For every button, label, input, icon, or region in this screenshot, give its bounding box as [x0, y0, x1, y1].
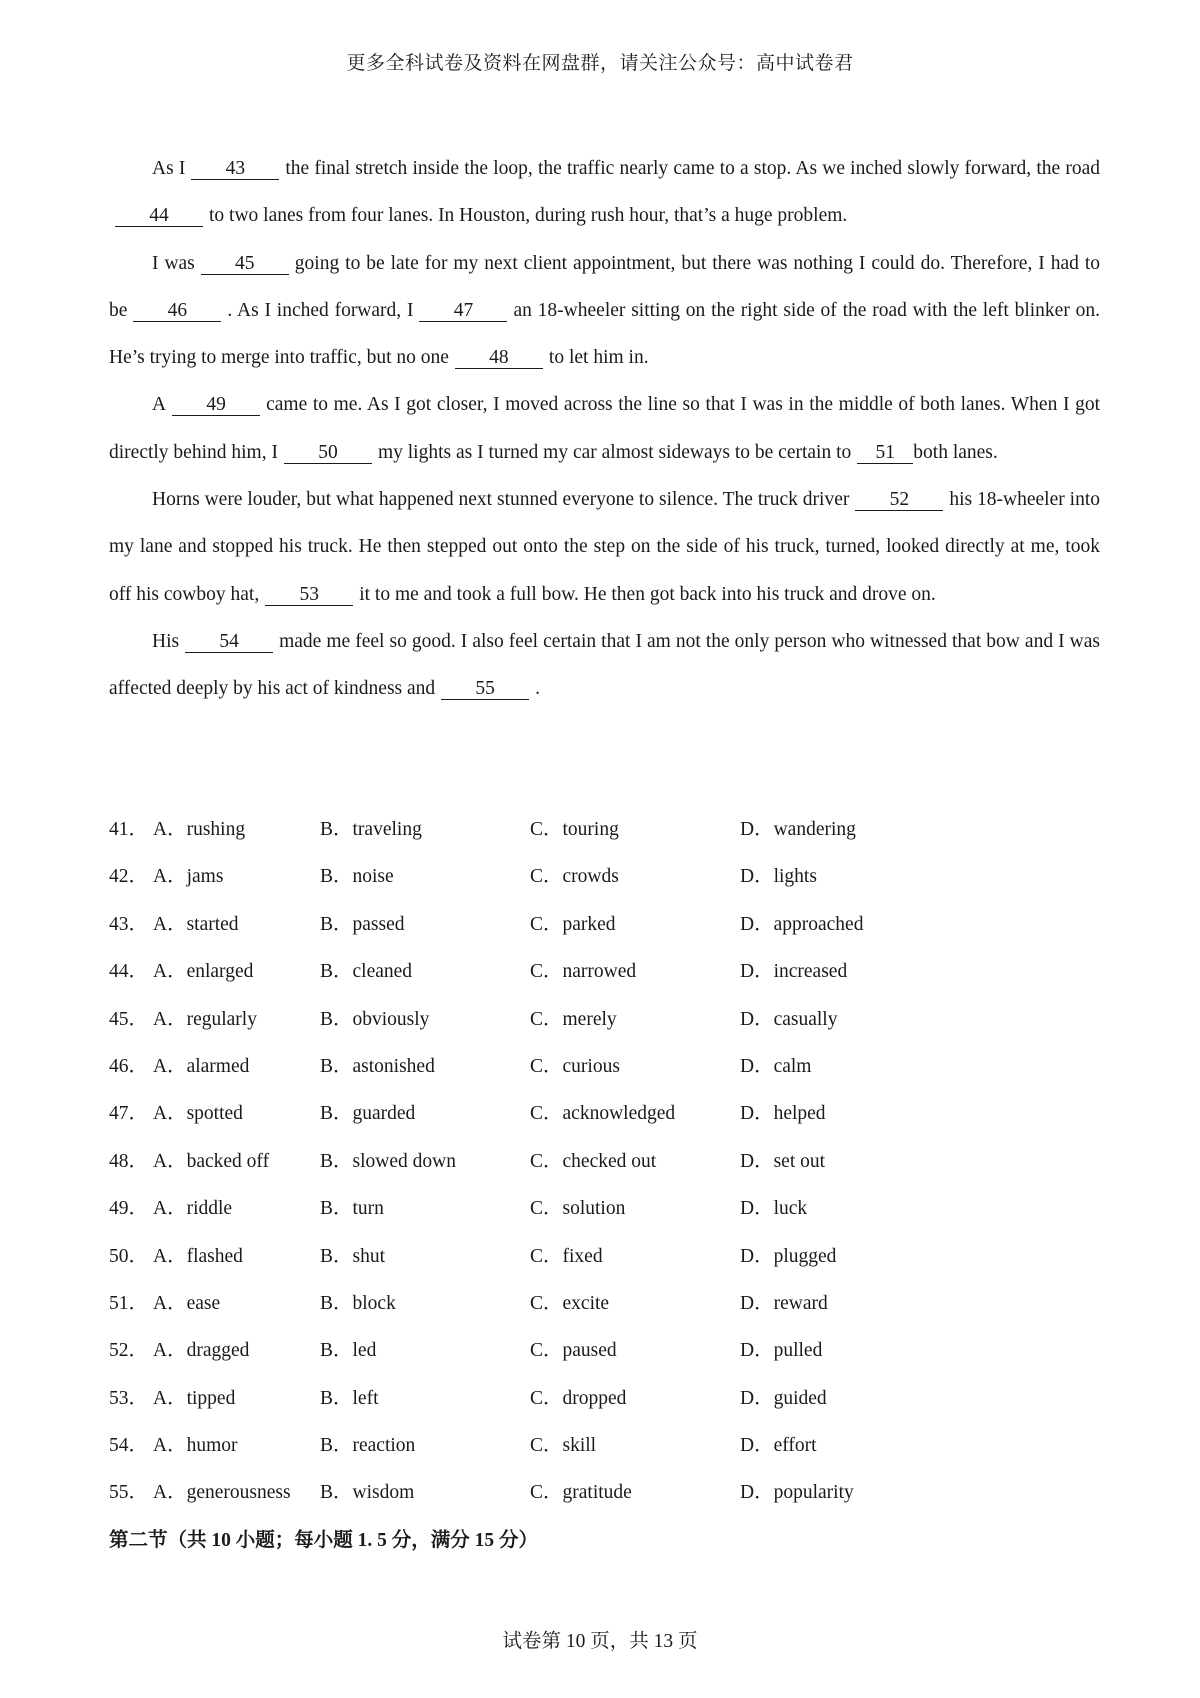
cloze-passage — [109, 145, 1100, 713]
question-number: 46． — [109, 1055, 149, 1077]
question-number: 41． — [109, 819, 149, 840]
option-b: B．cleaned — [320, 961, 413, 983]
blank-53: 53 — [265, 585, 353, 606]
passage-text: going to be late for my next client appointment, but there was nothing I could do. Therefore, I had to be — [109, 252, 1100, 321]
option-b: B．guarded — [320, 1103, 416, 1125]
option-c: C．merely — [530, 1008, 617, 1030]
option-d: D．increased — [740, 961, 848, 983]
option-b: B．slowed down — [320, 1150, 456, 1172]
option-b: B．turn — [320, 1198, 384, 1220]
option-d: D．reward — [740, 1292, 828, 1314]
option-d: D．effort — [740, 1435, 817, 1457]
option-c: C．fixed — [530, 1245, 603, 1267]
question-row — [109, 1185, 1100, 1232]
option-c: C．parked — [530, 913, 616, 935]
option-a: A．dragged — [153, 1340, 250, 1362]
passage-text: it to me and took a full bow. He then got back into his truck and drove on. — [359, 583, 936, 605]
question-row — [109, 853, 1100, 900]
question-number: 54． — [109, 1435, 149, 1457]
section-heading: 第二节（共 10 小题；每小题 1. 5 分，满分 15 分） — [109, 1530, 539, 1551]
option-b: B．wisdom — [320, 1482, 415, 1504]
blank-55: 55 — [441, 679, 529, 700]
question-row — [109, 1469, 1100, 1516]
paragraph-3 — [109, 381, 1100, 476]
passage-text: the final stretch inside the loop, the traffic nearly came to a stop. As we inched slowly forward, the road — [285, 158, 1100, 179]
passage-text: to two lanes from four lanes. In Houston, during rush hour, that’s a huge problem. — [209, 205, 848, 227]
option-c: C．checked out — [530, 1150, 657, 1172]
question-number: 44． — [109, 961, 149, 983]
paragraph-1 — [109, 145, 1100, 240]
option-d: D．casually — [740, 1008, 838, 1030]
blank-51: 51 — [857, 443, 913, 464]
option-c: C．gratitude — [530, 1482, 632, 1504]
option-b: B．shut — [320, 1245, 386, 1267]
option-a: A．alarmed — [153, 1055, 250, 1077]
option-d: D．wandering — [740, 819, 856, 840]
question-row — [109, 1375, 1100, 1422]
passage-text: an 18-wheeler sitting on the right side of the road with the left blinker on. He’s trying to merge into traffic, but no one — [109, 299, 1100, 369]
question-row — [109, 1233, 1100, 1280]
question-number: 50． — [109, 1245, 149, 1267]
blank-45: 45 — [201, 254, 289, 275]
question-row — [109, 806, 1100, 853]
page-footer: 试卷第 10 页，共 13 页 — [502, 1631, 698, 1652]
answer-options — [109, 806, 1100, 1517]
passage-text: Horns were louder, but what happened next stunned everyone to silence. The truck driver — [152, 489, 850, 511]
question-row — [109, 1138, 1100, 1185]
paragraph-5 — [109, 618, 1100, 713]
blank-50: 50 — [284, 443, 372, 464]
option-a: A．ease — [153, 1292, 221, 1314]
question-row — [109, 1280, 1100, 1327]
question-number: 47． — [109, 1103, 149, 1125]
passage-text: As I — [152, 158, 186, 179]
blank-49: 49 — [172, 395, 260, 416]
option-a: A．riddle — [153, 1198, 233, 1220]
option-d: D．calm — [740, 1055, 812, 1077]
question-row — [109, 948, 1100, 995]
option-c: C．excite — [530, 1292, 610, 1314]
blank-48: 48 — [455, 348, 543, 369]
option-a: A．jams — [153, 866, 224, 888]
option-b: B．reaction — [320, 1435, 416, 1457]
option-a: A．regularly — [153, 1008, 257, 1030]
question-number: 43． — [109, 913, 149, 935]
passage-text: I was — [152, 252, 195, 274]
option-a: A．enlarged — [153, 961, 254, 983]
option-c: C．skill — [530, 1435, 597, 1457]
question-number: 49． — [109, 1198, 149, 1220]
passage-text: his 18-wheeler into my lane and stopped his truck. He then stepped out onto the step on the side of his truck, turned, looked directly at me, took off his cowboy hat, — [109, 489, 1101, 605]
option-a: A．generousness — [153, 1482, 291, 1504]
option-d: D．guided — [740, 1387, 827, 1409]
option-c: C．crowds — [530, 866, 619, 888]
question-number: 55． — [109, 1482, 149, 1504]
question-row — [109, 1422, 1100, 1469]
question-row — [109, 996, 1100, 1043]
passage-text: both lanes. — [913, 441, 998, 463]
option-d: D．helped — [740, 1103, 826, 1125]
option-c: C．curious — [530, 1055, 620, 1077]
option-a: A．started — [153, 913, 239, 935]
option-a: A．humor — [153, 1435, 238, 1457]
passage-text: . — [535, 678, 541, 700]
blank-54: 54 — [185, 632, 273, 653]
question-number: 51． — [109, 1292, 149, 1314]
option-c: C．touring — [530, 819, 619, 840]
question-row — [109, 1327, 1100, 1374]
option-b: B．left — [320, 1387, 379, 1409]
option-c: C．dropped — [530, 1387, 627, 1409]
question-number: 48． — [109, 1150, 149, 1172]
option-b: B．block — [320, 1292, 396, 1314]
blank-43: 43 — [191, 159, 279, 180]
option-d: D．lights — [740, 866, 817, 888]
paragraph-4 — [109, 476, 1100, 618]
option-d: D．approached — [740, 913, 864, 935]
option-a: A．backed off — [153, 1150, 270, 1172]
option-d: D．pulled — [740, 1340, 823, 1362]
option-d: D．luck — [740, 1198, 808, 1220]
passage-text: made me feel so good. I also feel certain that I am not the only person who witnessed that bow and I was affected deeply by his act of kindness and — [109, 630, 1100, 700]
question-number: 42． — [109, 866, 149, 888]
option-a: A．flashed — [153, 1245, 243, 1267]
passage-text: . As I inched forward, I — [227, 299, 414, 321]
blank-47: 47 — [419, 301, 507, 322]
paragraph-2 — [109, 240, 1100, 382]
passage-text: A — [152, 394, 167, 416]
option-b: B．astonished — [320, 1055, 435, 1077]
question-row — [109, 901, 1100, 948]
passage-text: came to me. As I got closer, I moved across the line so that I was in the middle of both lanes. When I got directly behind him, I — [109, 394, 1100, 463]
option-a: A．rushing — [153, 819, 246, 840]
option-b: B．led — [320, 1340, 377, 1362]
blank-46: 46 — [133, 301, 221, 322]
passage-text: His — [152, 630, 180, 652]
option-c: C．solution — [530, 1198, 626, 1220]
option-d: D．set out — [740, 1150, 826, 1172]
option-b: B．noise — [320, 866, 394, 888]
passage-text: my lights as I turned my car almost sideways to be certain to — [377, 441, 852, 463]
option-a: A．tipped — [153, 1387, 236, 1409]
option-a: A．spotted — [153, 1103, 243, 1125]
option-d: D．popularity — [740, 1482, 854, 1504]
option-c: C．narrowed — [530, 961, 637, 983]
passage-text: to let him in. — [548, 347, 649, 369]
option-c: C．paused — [530, 1340, 617, 1362]
page-header: 更多全科试卷及资料在网盘群，请关注公众号：高中试卷君 — [346, 53, 854, 74]
question-row — [109, 1090, 1100, 1137]
question-number: 53． — [109, 1387, 149, 1409]
option-b: B．traveling — [320, 819, 422, 840]
blank-52: 52 — [855, 490, 943, 511]
option-c: C．acknowledged — [530, 1103, 676, 1125]
question-number: 45． — [109, 1008, 149, 1030]
option-b: B．obviously — [320, 1008, 430, 1030]
option-d: D．plugged — [740, 1245, 837, 1267]
question-row — [109, 1043, 1100, 1090]
blank-44: 44 — [115, 206, 203, 227]
question-number: 52． — [109, 1340, 149, 1362]
option-b: B．passed — [320, 913, 405, 935]
